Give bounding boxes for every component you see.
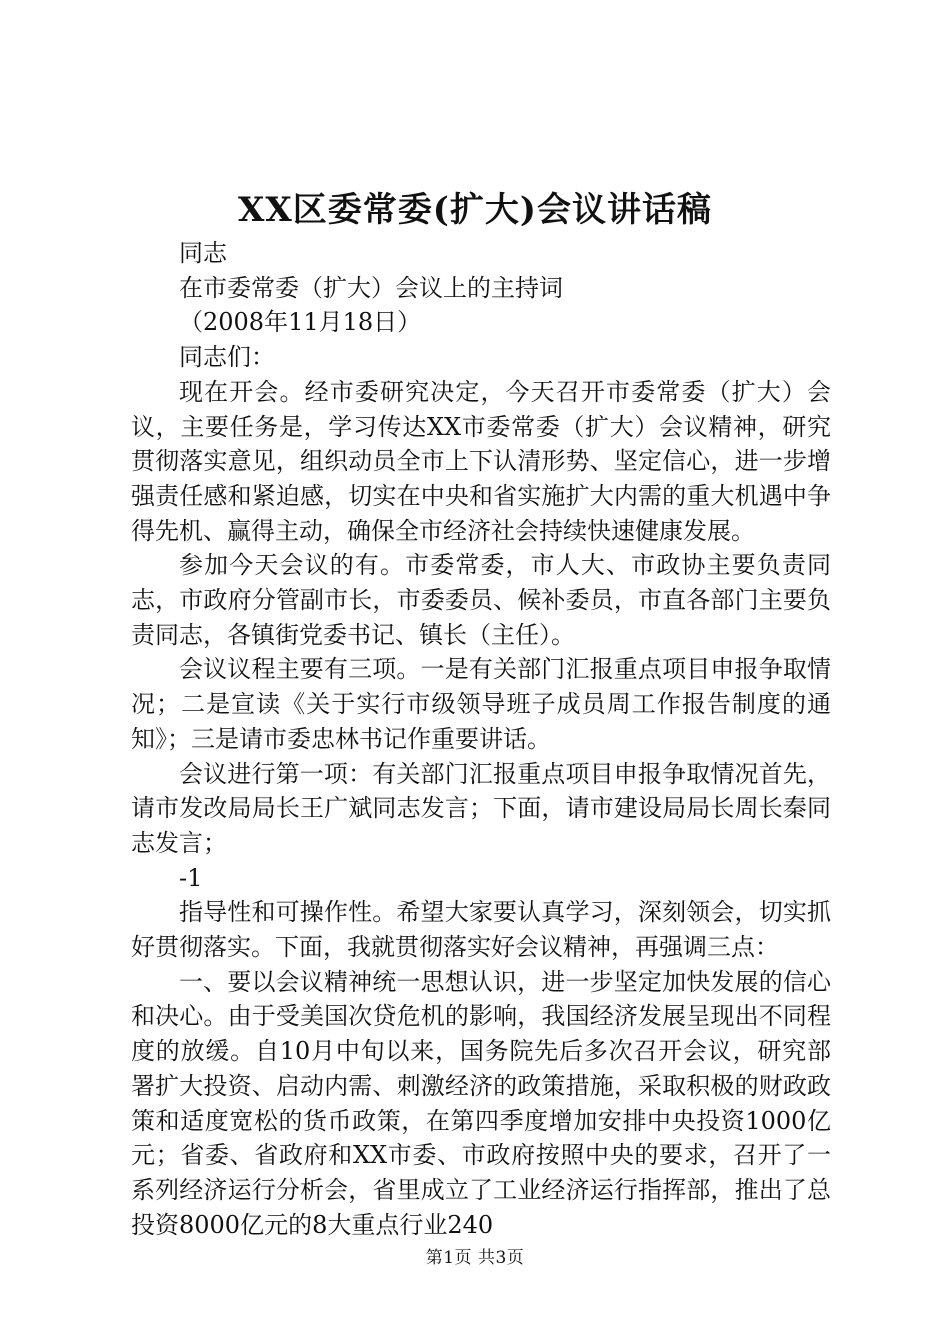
- body-paragraph: 一、要以会议精神统一思想认识，进一步坚定加快发展的信心和决心。由于受美国次贷危机的影响，我国经济发展呈现出不同程度的放缓。自10月中旬以来，国务院先后多次召开会议，研究部署扩大投资、启动内需、刺激经济的政策措施，采取积极的财政政策和适度宽松的货币政策，在第四季度增加安排中央投资1000亿元；省委、省政府和XX市委、市政府按照中央的要求，召开了一系列经济运行分析会，省里成立了工业经济运行指挥部，推出了总投资8000亿元的8大重点行业240: [131, 967, 831, 1239]
- body-paragraph: 会议议程主要有三项。一是有关部门汇报重点项目申报争取情况；二是宣读《关于实行市级领导班子成员周工作报告制度的通知》；三是请市委忠林书记作重要讲话。: [131, 655, 831, 753]
- document-title: XX区委常委(扩大)会议讲话稿: [238, 190, 712, 230]
- body-paragraph: 指导性和可操作性。希望大家要认真学习，深刻领会，切实抓好贯彻落实。下面，我就贯彻落实好会议精神，再强调三点：: [131, 898, 831, 962]
- body-paragraph: 会议进行第一项：有关部门汇报重点项目申报争取情况首先，请市发改局局长王广斌同志发言；下面，请市建设局局长周长秦同志发言；: [131, 759, 831, 857]
- speech-subtitle: 在市委常委（扩大）会议上的主持词: [179, 273, 563, 302]
- inline-page-marker: -1: [179, 863, 203, 892]
- salutation-line: 同志: [179, 239, 227, 267]
- document-body: [131, 236, 831, 1242]
- body-paragraph: 现在开会。经市委研究决定，今天召开市委常委（扩大）会议，主要任务是，学习传达XX市委常委（扩大）会议精神，研究贯彻落实意见，组织动员全市上下认清形势、坚定信心，进一步增强责任感和紧迫感，切实在中央和省实施扩大内需的重大机遇中争得先机、赢得主动，确保全市经济社会持续快速健康发展。: [131, 377, 831, 545]
- greeting-line: 同志们：: [179, 343, 275, 372]
- page-number-footer: 第1页 共3页: [425, 1248, 525, 1268]
- speech-date: （2008年11月18日）: [179, 308, 422, 337]
- body-paragraph: 参加今天会议的有。市委常委，市人大、市政协主要负责同志，市政府分管副市长，市委委员、候补委员，市直各部门主要负责同志，各镇街党委书记、镇长（主任）。: [131, 551, 831, 649]
